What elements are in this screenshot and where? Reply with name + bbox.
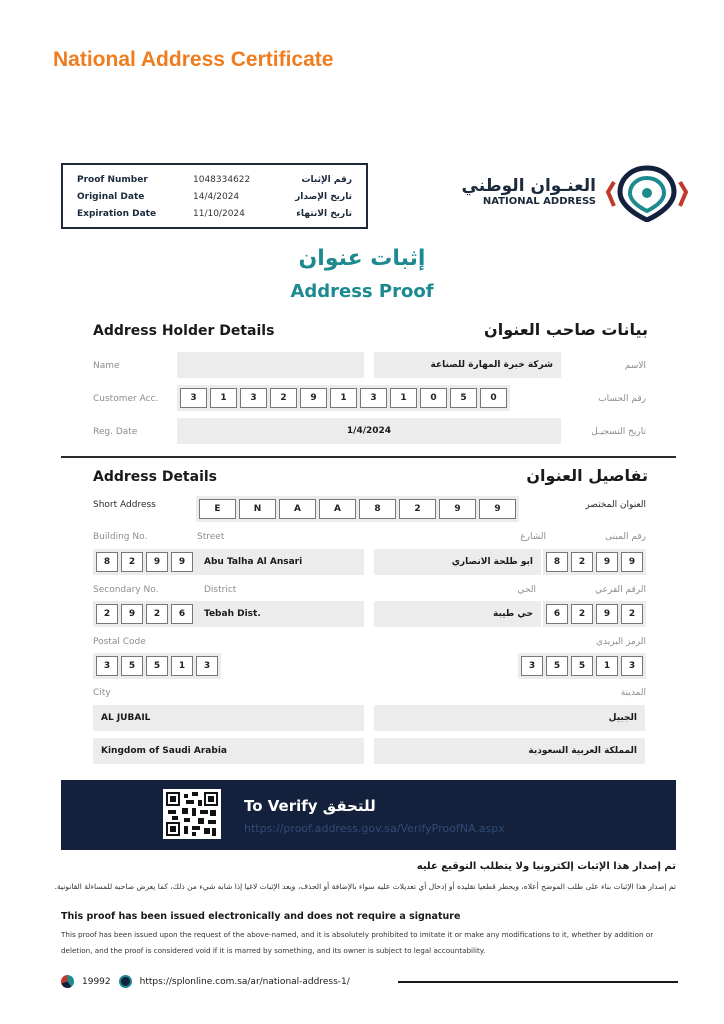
reg-date-value: 1/4/2024 — [177, 418, 561, 444]
logo-text-en: NATIONAL ADDRESS — [482, 196, 596, 207]
secondary-label: Secondary No. — [93, 585, 159, 595]
city-label: City — [93, 688, 111, 698]
name-value: شركة خبرة المهارة للصناعة — [374, 352, 561, 378]
country-value-en: Kingdom of Saudi Arabia — [93, 738, 364, 764]
footer — [61, 975, 350, 988]
footer-divider — [398, 981, 678, 983]
building-digit: 8 — [546, 552, 568, 572]
district-label: District — [204, 585, 237, 595]
building-digit: 8 — [96, 552, 118, 572]
postal-code-digits-ar — [518, 653, 646, 679]
district-value-en: Tebah Dist. — [196, 601, 364, 627]
building-number-digits-ar — [543, 549, 646, 575]
country-value-ar: المملكة العربية السعودية — [374, 738, 645, 764]
building-digit: 2 — [121, 552, 143, 572]
building-label-ar: رقم المبنى — [605, 532, 646, 542]
postal-digit: 3 — [96, 656, 118, 676]
secondary-digit: 9 — [121, 604, 143, 624]
holder-section-title-ar: بيانات صاحب العنوان — [484, 320, 648, 339]
notice-body-ar: تم إصدار هذا الإثبات بناء على طلب الموضح أعلاه، ويحظر قطعيا تقليده أو إدخال أي تعديلات عليه سواء بالإضافة أو الحذف، ويعد الإثبات لاغيا إذا شابه شيء من ذلك، كما يعرض صاحبه للمساءلة القانونية. — [54, 882, 676, 891]
name-label-ar: الاسم — [624, 361, 646, 371]
building-label: Building No. — [93, 532, 148, 542]
section-divider — [61, 456, 676, 458]
postal-digit: 1 — [596, 656, 618, 676]
qr-code-icon — [166, 792, 218, 836]
original-date-row — [77, 188, 352, 205]
secondary-digit: 9 — [596, 604, 618, 624]
footer-link[interactable]: https://splonline.com.sa/ar/national-address-1/ — [139, 976, 350, 987]
building-digit: 9 — [596, 552, 618, 572]
reg-date-label: Reg. Date — [93, 427, 138, 437]
acc-digit: 0 — [480, 388, 507, 408]
short-address-char: 2 — [399, 499, 436, 519]
expiration-date-row — [77, 205, 352, 222]
acc-digit: 3 — [180, 388, 207, 408]
acc-digit: 3 — [360, 388, 387, 408]
postal-digit: 3 — [521, 656, 543, 676]
district-value-ar: حي طيبة — [374, 601, 541, 627]
short-address-char: A — [279, 499, 316, 519]
acc-digit: 1 — [390, 388, 417, 408]
customer-acc-digits — [177, 385, 510, 411]
original-date-value: 14/4/2024 — [193, 191, 240, 202]
secondary-digit: 6 — [546, 604, 568, 624]
national-address-logo — [461, 162, 690, 222]
building-digit: 2 — [571, 552, 593, 572]
reg-date-label-ar: تاريخ التسجيـل — [591, 427, 646, 437]
footer-phone[interactable]: 19992 — [82, 976, 111, 987]
secondary-digit: 2 — [621, 604, 643, 624]
postal-code-label-ar: الرمز البريدي — [595, 637, 646, 647]
proof-info-box — [61, 163, 368, 229]
proof-number-label: Proof Number — [77, 174, 148, 185]
document-title-ar: إثبات عنوان — [298, 246, 426, 271]
short-address-char: 8 — [359, 499, 396, 519]
logo-text-ar: العنـوان الوطني — [461, 176, 596, 196]
short-address-char: 9 — [479, 499, 516, 519]
proof-number-row — [77, 171, 352, 188]
name-field-left — [177, 352, 364, 378]
postal-code-digits — [93, 653, 221, 679]
short-address-chars — [196, 496, 519, 522]
proof-number-label-ar: رقم الإثبات — [301, 174, 352, 185]
expiration-date-label-ar: تاريخ الانتهاء — [296, 208, 352, 219]
city-label-ar: المدينة — [620, 688, 646, 698]
secondary-label-ar: الرقم الفرعي — [595, 585, 646, 595]
postal-digit: 5 — [546, 656, 568, 676]
page-heading: National Address Certificate — [53, 48, 334, 71]
qr-code[interactable] — [163, 789, 221, 839]
original-date-label-ar: تاريخ الإصدار — [295, 191, 352, 202]
district-label-ar: الحي — [517, 585, 536, 595]
street-label: Street — [197, 532, 225, 542]
acc-digit: 1 — [210, 388, 237, 408]
postal-digit: 3 — [621, 656, 643, 676]
secondary-digit: 2 — [96, 604, 118, 624]
building-digit: 9 — [621, 552, 643, 572]
short-address-label-ar: العنوان المختصر — [585, 500, 646, 510]
expiration-date-value: 11/10/2024 — [193, 208, 245, 219]
short-address-char: N — [239, 499, 276, 519]
secondary-number-digits — [93, 601, 196, 627]
postal-digit: 3 — [196, 656, 218, 676]
secondary-digit: 2 — [146, 604, 168, 624]
acc-digit: 0 — [420, 388, 447, 408]
document-title-en: Address Proof — [290, 281, 434, 302]
customer-acc-label: Customer Acc. — [93, 394, 159, 404]
location-pin-icon — [604, 162, 690, 222]
verify-title: To Verify للتحقق — [244, 797, 376, 815]
postal-digit: 1 — [171, 656, 193, 676]
city-value-en: AL JUBAIL — [93, 705, 364, 731]
short-address-char: E — [199, 499, 236, 519]
acc-digit: 3 — [240, 388, 267, 408]
verify-banner — [61, 780, 676, 850]
customer-acc-label-ar: رقم الحساب — [598, 394, 646, 404]
holder-section-title: Address Holder Details — [93, 323, 275, 339]
notice-title-en: This proof has been issued electronically and does not require a signature — [61, 911, 461, 922]
notice-body-en: This proof has been issued upon the request of the above-named, and it is absolutely prohibited to imitate it or make any modifications to it, whether by addition or deletion, and the proof is considered void if it is marred by something, and its owner is subject to legal accountability. — [61, 930, 654, 955]
short-address-label: Short Address — [93, 500, 156, 510]
street-label-ar: الشارع — [520, 532, 546, 542]
verify-link[interactable]: https://proof.address.gov.sa/VerifyProofNA.aspx — [244, 822, 505, 835]
short-address-char: 9 — [439, 499, 476, 519]
secondary-number-digits-ar — [543, 601, 646, 627]
globe-icon — [119, 975, 132, 988]
postal-digit: 5 — [146, 656, 168, 676]
postal-code-label: Postal Code — [93, 637, 146, 647]
building-digit: 9 — [146, 552, 168, 572]
city-value-ar: الجبيل — [374, 705, 645, 731]
secondary-digit: 6 — [171, 604, 193, 624]
address-section-title: Address Details — [93, 469, 218, 485]
acc-digit: 2 — [270, 388, 297, 408]
spl-logo-icon — [61, 975, 74, 988]
building-digit: 9 — [171, 552, 193, 572]
short-address-char: A — [319, 499, 356, 519]
proof-number-value: 1048334622 — [193, 174, 251, 185]
postal-digit: 5 — [121, 656, 143, 676]
street-value-en: Abu Talha Al Ansari — [196, 549, 364, 575]
acc-digit: 5 — [450, 388, 477, 408]
original-date-label: Original Date — [77, 191, 145, 202]
acc-digit: 9 — [300, 388, 327, 408]
secondary-digit: 2 — [571, 604, 593, 624]
postal-digit: 5 — [571, 656, 593, 676]
building-number-digits — [93, 549, 196, 575]
notice-title-ar: تم إصدار هذا الإثبات إلكترونيا ولا يتطلب التوقيع عليه — [416, 861, 676, 872]
name-label: Name — [93, 361, 120, 371]
street-value-ar: ابو طلحة الانصاري — [374, 549, 541, 575]
address-section-title-ar: تفاصيل العنوان — [526, 466, 648, 485]
acc-digit: 1 — [330, 388, 357, 408]
expiration-date-label: Expiration Date — [77, 208, 157, 219]
